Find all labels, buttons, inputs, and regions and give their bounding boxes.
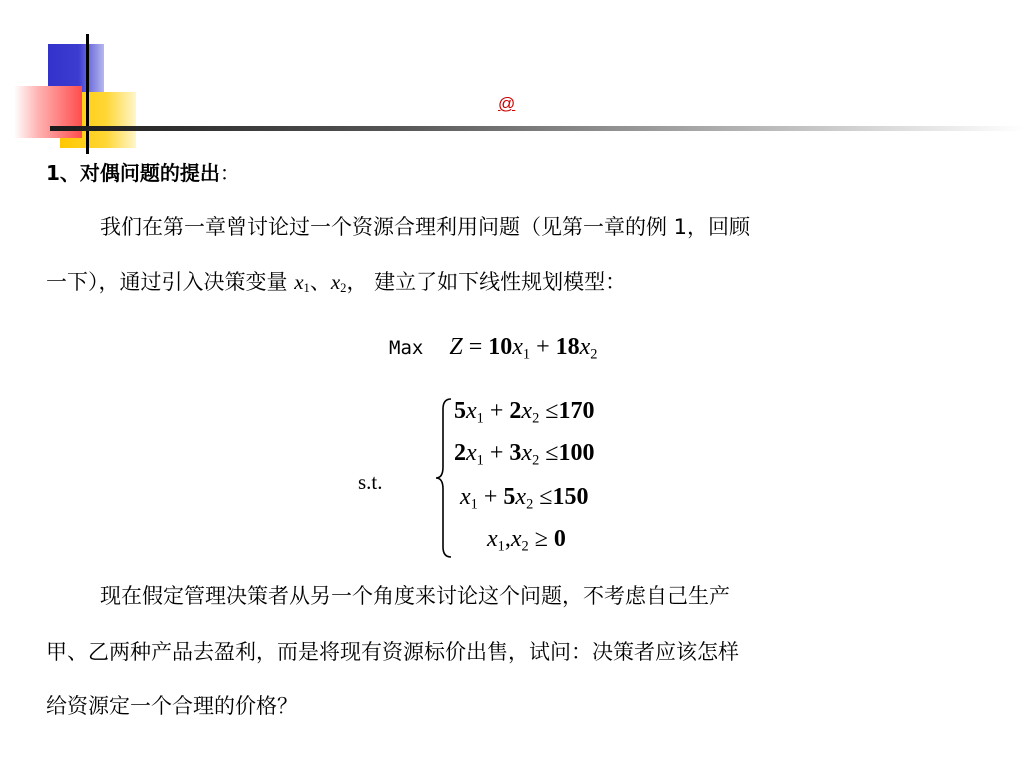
intro-line-1-text: 我们在第一章曾讨论过一个资源合理利用问题（见第一章的例 1，回顾 [100,215,751,239]
c1-x1-sub: 1 [476,410,484,427]
question-line-1-text: 现在假定管理决策者从另一个角度来讨论这个问题，不考虑自己生产 [100,584,730,608]
decision-variable-x2 [331,270,347,294]
intro-line-2 [46,272,986,295]
section-heading-colon: ： [219,161,240,185]
constraint-4 [487,526,566,555]
c1-plus: + [483,398,510,424]
constraint-3 [460,484,588,513]
c3-coef-2: 5 [503,484,516,510]
header-at-link[interactable]: @ [498,94,516,113]
c2-x2-sub: 2 [532,452,540,469]
objective-coef-1: 10 [488,334,513,360]
c2-x2: x [521,440,533,466]
c3-x1: x [460,484,471,510]
objective-x2: x [579,334,591,360]
objective-x1-sub: 1 [522,346,531,363]
c2-relation: ≤ [539,440,559,466]
var-x2-subscript: 2 [340,281,347,296]
c2-coef-2: 3 [509,440,522,466]
c1-coef-1: 5 [454,398,466,424]
var-x1-letter: x [294,270,304,294]
intro-line-2-suffix: ， 建立了如下线性规划模型： [346,270,627,294]
c3-x2-sub: 2 [526,496,534,513]
question-line-2 [46,642,986,663]
question-line-1 [46,586,986,607]
decision-variable-x1 [294,270,310,294]
c3-x2: x [515,484,527,510]
c3-relation: ≤ [533,484,553,510]
c4-comma: , [504,526,511,552]
var-x1-subscript: 1 [303,281,310,296]
c3-x1-sub: 1 [470,496,478,513]
intro-line-2-prefix: 一下），通过引入决策变量 [46,270,295,294]
question-line-3-text: 给资源定一个合理的价格？ [46,694,298,718]
var-x2-letter: x [330,270,341,294]
objective-function [389,334,598,363]
question-line-3 [46,696,986,717]
c1-x1: x [466,398,477,424]
objective-equals: = [462,334,489,360]
constraint-1 [454,398,594,427]
header-vertical-line [86,34,89,154]
c4-x1: x [487,526,498,552]
c2-x1: x [466,440,477,466]
section-heading [46,157,240,186]
c2-x1-sub: 1 [476,452,484,469]
c2-plus: + [483,440,510,466]
c4-x1-sub: 1 [497,538,505,555]
objective-x2-sub: 2 [590,346,598,363]
c3-plus: + [477,484,504,510]
c3-rhs: 150 [552,484,589,510]
constraint-brace [434,397,454,559]
c1-x2: x [521,398,533,424]
c1-x2-sub: 2 [532,410,540,427]
objective-coef-2: 18 [555,334,580,360]
intro-separator: 、 [309,270,331,294]
max-label: Max [389,337,424,359]
header-horizontal-rule [50,126,1024,131]
section-heading-text: 1、对偶问题的提出 [46,161,220,185]
c2-rhs: 100 [558,440,595,466]
question-line-2-text: 甲、乙两种产品去盈利，而是将现有资源标价出售，试问：决策者应该怎样 [46,640,739,664]
constraint-2 [454,440,594,469]
c4-x2: x [510,526,522,552]
intro-line-1 [46,217,986,238]
c2-coef-1: 2 [454,440,466,466]
c4-x2-sub: 2 [521,538,529,555]
objective-plus: + [530,334,556,360]
c4-rhs: 0 [553,526,566,552]
objective-z: Z [449,334,463,360]
c1-coef-2: 2 [509,398,522,424]
c4-relation: ≥ [528,526,554,552]
c1-rhs: 170 [558,398,595,424]
subject-to-label: s.t. [358,470,383,494]
objective-x1: x [512,334,523,360]
objective-expression [449,334,598,363]
c1-relation: ≤ [539,398,559,424]
